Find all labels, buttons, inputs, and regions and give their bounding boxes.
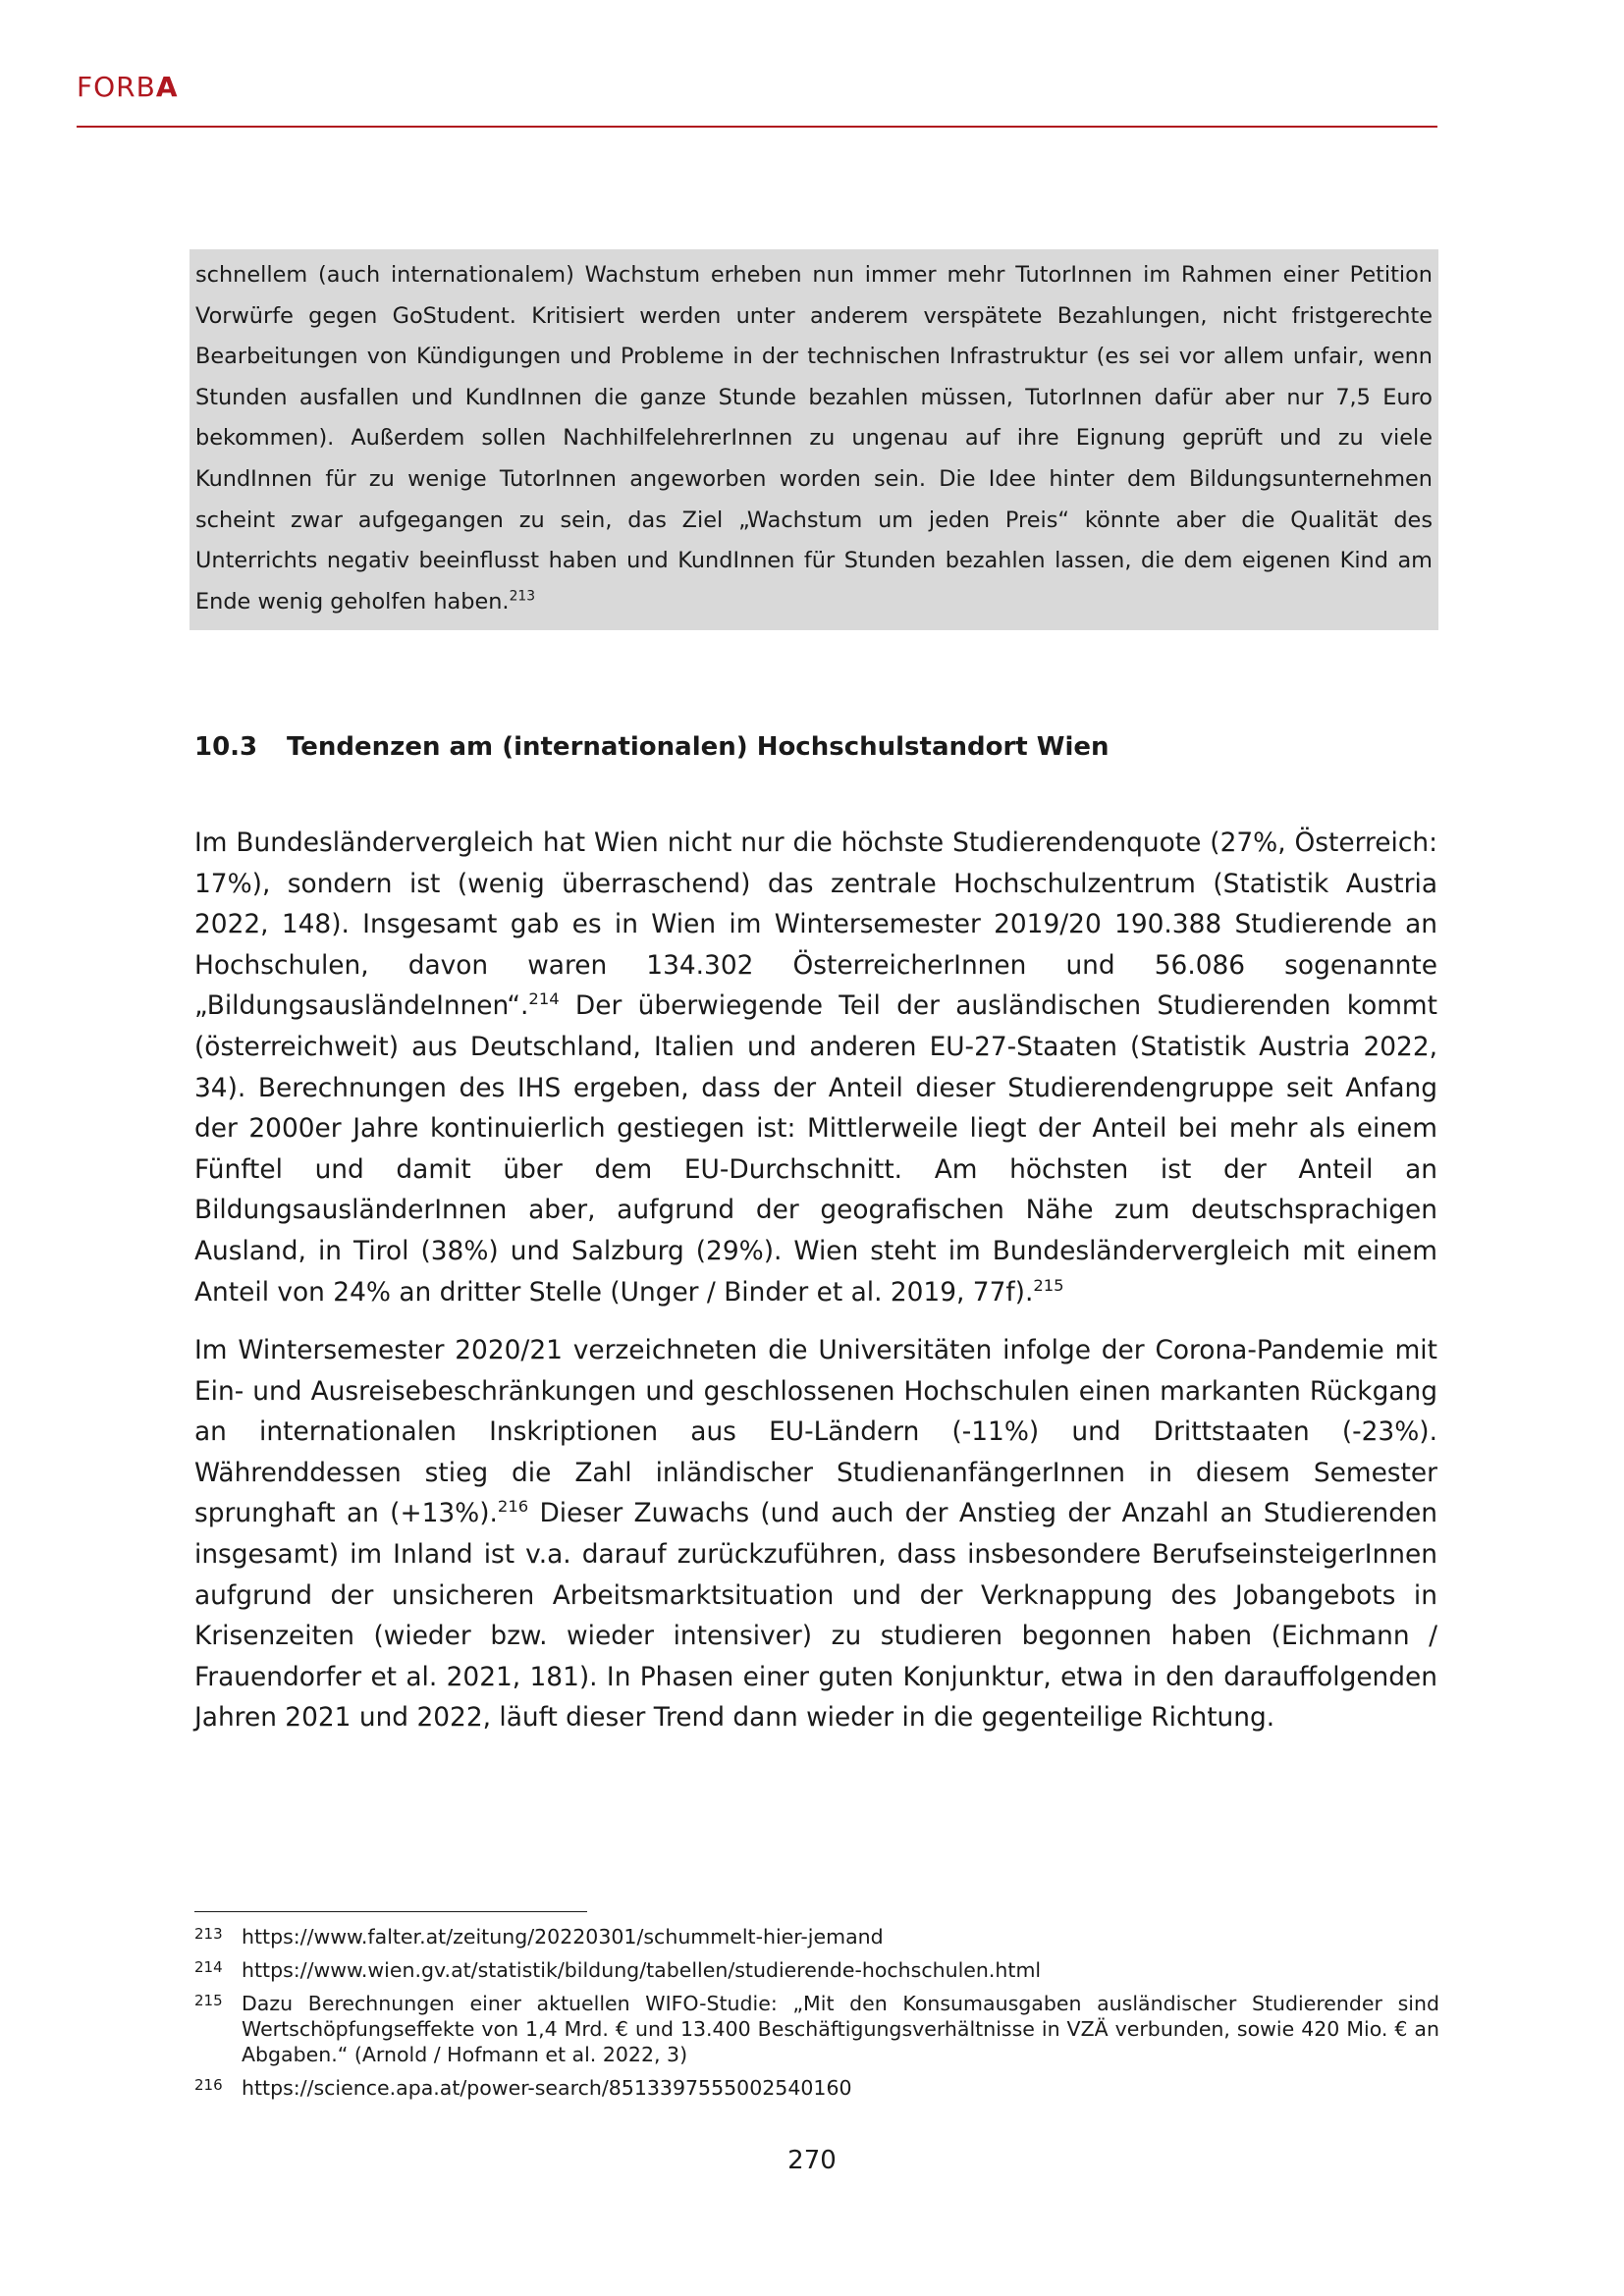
footnote-ref-215[interactable]: 215 bbox=[1033, 1275, 1064, 1295]
forba-logo bbox=[77, 71, 178, 103]
highlighted-text-box bbox=[189, 249, 1438, 630]
header-rule bbox=[77, 126, 1437, 128]
footnotes bbox=[194, 1924, 1439, 2109]
footnote-item bbox=[194, 2075, 1439, 2101]
footnote-item bbox=[194, 1957, 1439, 1983]
footnote-number: 213 bbox=[194, 1925, 223, 1943]
footnote-text: Dazu Berechnungen einer aktuellen WIFO-Studie: „Mit den Konsumausgaben ausländischer Studierender sind Wertschöpfungseffekte von 1,4 Mrd. € und 13.400 Beschäftigungsverhältnisse in VZÄ verbunden, sowie 420 Mio. € an Abgaben.“ (Arnold / Hofmann et al. 2022, 3) bbox=[242, 1992, 1439, 2066]
page-number: 270 bbox=[787, 2146, 837, 2175]
body-paragraph-1 bbox=[194, 823, 1437, 1312]
paragraph-2-part-1: Im Wintersemester 2020/21 verzeichneten die Universitäten infolge der Corona-Pandemie mit Ein- und Ausreisebeschränkungen und geschlossenen Hochschulen einen markanten Rückgang an internationalen Inskriptionen aus EU-Ländern (-11%) und Drittstaaten (-23%). Währenddessen stieg die Zahl inländischer StudienanfängerInnen in diesem Semester sprunghaft an (+13%). bbox=[194, 1335, 1437, 1529]
logo-bold: A bbox=[155, 71, 179, 103]
footnote-link[interactable]: https://www.wien.gv.at/statistik/bildung/tabellen/studierende-hochschulen.html bbox=[242, 1958, 1042, 1982]
footnote-item bbox=[194, 1991, 1439, 2067]
footnote-separator bbox=[194, 1911, 587, 1912]
paragraph-1-part-2: Der überwiegende Teil der ausländischen Studierenden kommt (österreichweit) aus Deutschland, Italien und anderen EU-27-Staaten (Statistik Austria 2022, 34). Berechnungen des IHS ergeben, dass der Anteil dieser Studierendengruppe seit Anfang der 2000er Jahre kontinuierlich gestiegen ist: Mittlerweile liegt der Anteil bei mehr als einem Fünftel und damit über dem EU-Durchschnitt. Am höchsten ist der Anteil an BildungsausländerInnen aber, aufgrund der geografischen Nähe zum deutschsprachigen Ausland, in Tirol (38%) und Salzburg (29%). Wien steht im Bundesländervergleich mit einem Anteil von 24% an dritter Stelle (Unger / Binder et al. 2019, 77f). bbox=[194, 990, 1437, 1308]
footnote-ref-213[interactable]: 213 bbox=[509, 588, 536, 605]
body-paragraph-2 bbox=[194, 1330, 1437, 1738]
logo-regular: FORB bbox=[77, 71, 156, 103]
footnote-link[interactable]: https://www.falter.at/zeitung/20220301/schummelt-hier-jemand bbox=[242, 1925, 884, 1949]
footnote-number: 215 bbox=[194, 1992, 223, 2009]
boxed-paragraph: schnellem (auch internationalem) Wachstum erheben nun immer mehr TutorInnen im Rahmen einer Petition Vorwürfe gegen GoStudent. Kritisiert werden unter anderem verspätete Bezahlungen, nicht fristgerechte Bearbeitungen von Kündigungen und Probleme in der technischen Infrastruktur (es sei vor allem unfair, wenn Stunden ausfallen und KundInnen die ganze Stunde bezahlen müssen, TutorInnen dafür aber nur 7,5 Euro bekommen). Außerdem sollen NachhilfelehrerInnen zu ungenau auf ihre Eignung geprüft und zu viele KundInnen für zu wenige TutorInnen angeworben worden sein. Die Idee hinter dem Bildungsunternehmen scheint zwar aufgegangen zu sein, das Ziel „Wachstum um jeden Preis“ könnte aber die Qualität des Unterrichts negativ beeinflusst haben und KundInnen für Stunden bezahlen lassen, die dem eigenen Kind am Ende wenig geholfen haben. bbox=[195, 262, 1433, 614]
footnote-ref-216[interactable]: 216 bbox=[497, 1497, 529, 1517]
footnote-number: 214 bbox=[194, 1958, 223, 1976]
paragraph-1-part-1: Im Bundesländervergleich hat Wien nicht nur die höchste Studierendenquote (27%, Österreich: 17%), sondern ist (wenig überraschend) das zentrale Hochschulzentrum (Statistik Austria 2022, 148). Insgesamt gab es in Wien im Wintersemester 2019/20 190.388 Studierende an Hochschulen, davon waren 134.302 ÖsterreicherInnen und 56.086 sogenannte „BildungsausländeInnen“. bbox=[194, 828, 1437, 1022]
footnote-link[interactable]: https://science.apa.at/power-search/8513397555002540160 bbox=[242, 2076, 852, 2100]
footnote-item bbox=[194, 1924, 1439, 1949]
footnote-number: 216 bbox=[194, 2076, 223, 2094]
section-title: Tendenzen am (internationalen) Hochschulstandort Wien bbox=[287, 732, 1110, 762]
paragraph-2-part-2: Dieser Zuwachs (und auch der Anstieg der Anzahl an Studierenden insgesamt) im Inland ist v.a. darauf zurückzuführen, dass insbesondere BerufseinsteigerInnen aufgrund der unsicheren Arbeitsmarktsituation und der Verknappung des Jobangebots in Krisenzeiten (wieder bzw. wieder intensiver) zu studieren begonnen haben (Eichmann / Frauendorfer et al. 2021, 181). In Phasen einer guten Konjunktur, etwa in den darauffolgenden Jahren 2021 und 2022, läuft dieser Trend dann wieder in die gegenteilige Richtung. bbox=[194, 1498, 1437, 1734]
section-number: 10.3 bbox=[194, 732, 258, 762]
section-heading bbox=[194, 732, 1110, 762]
footnote-ref-214[interactable]: 214 bbox=[528, 989, 560, 1009]
